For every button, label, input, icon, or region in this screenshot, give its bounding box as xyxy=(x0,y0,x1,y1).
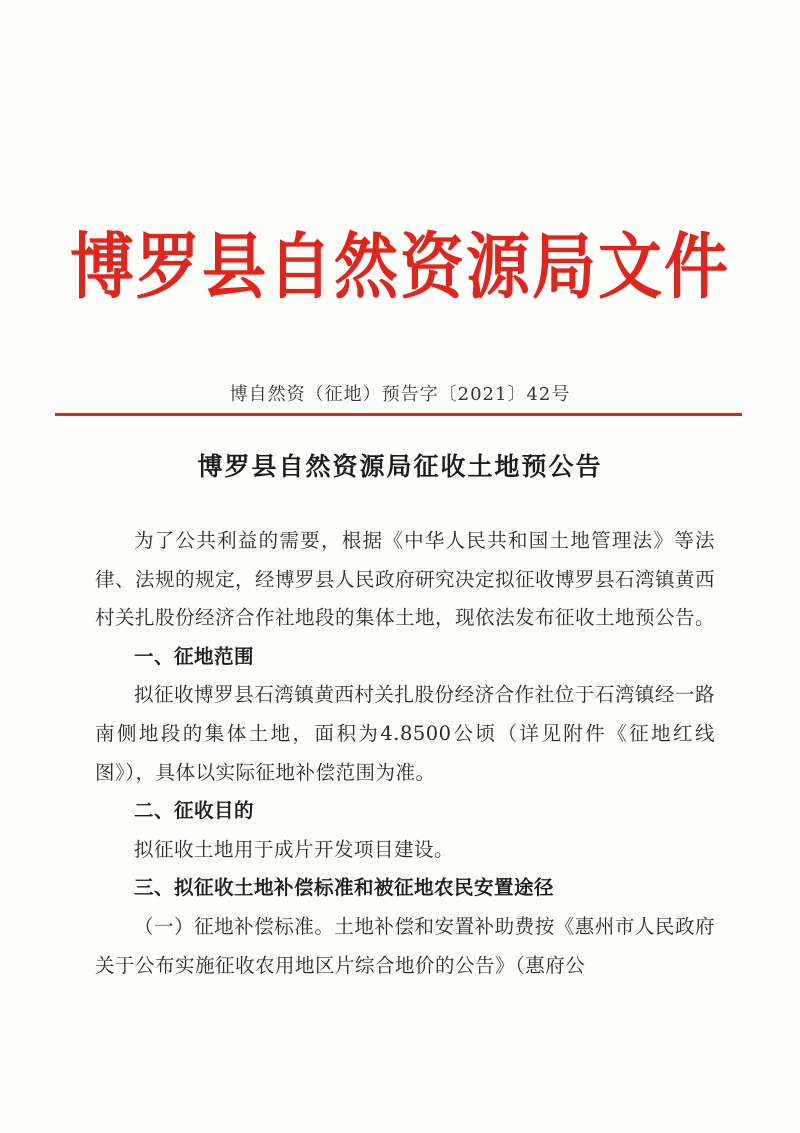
agency-title: 博罗县自然资源局文件 xyxy=(70,225,730,310)
section-heading-purpose: 二、征收目的 xyxy=(134,799,255,823)
intro-paragraph: 为了公共利益的需要，根据《中华人民共和国土地管理法》等法律、法规的规定，经博罗县人民政府研究决定拟征收博罗县石湾镇黄西村关扎股份经济合作社地段的集体土地，现依法发布征收土地预公告。 xyxy=(95,529,716,630)
notice-title: 博罗县自然资源局征收土地预公告 xyxy=(197,452,603,481)
section-text-purpose: 拟征收土地用于成片开发项目建设。 xyxy=(134,837,455,861)
section-heading-compensation: 三、拟征收土地补偿标准和被征地农民安置途径 xyxy=(134,876,555,900)
notice-body xyxy=(95,522,715,985)
red-separator-line xyxy=(55,413,742,416)
section-heading-scope: 一、征地范围 xyxy=(134,644,255,668)
document-number: 博自然资（征地）预告字〔2021〕42号 xyxy=(229,384,571,405)
section-text-compensation: （一）征地补偿标准。土地补偿和安置补助费按《惠州市人民政府关于公布实施征收农用地区片综合地价的公告》（惠府公 xyxy=(95,914,715,977)
section-text-scope: 拟征收博罗县石湾镇黄西村关扎股份经济合作社位于石湾镇经一路南侧地段的集体土地，面积为4.8500公顷（详见附件《征地红线图》），具体以实际征地补偿范围为准。 xyxy=(95,683,715,784)
